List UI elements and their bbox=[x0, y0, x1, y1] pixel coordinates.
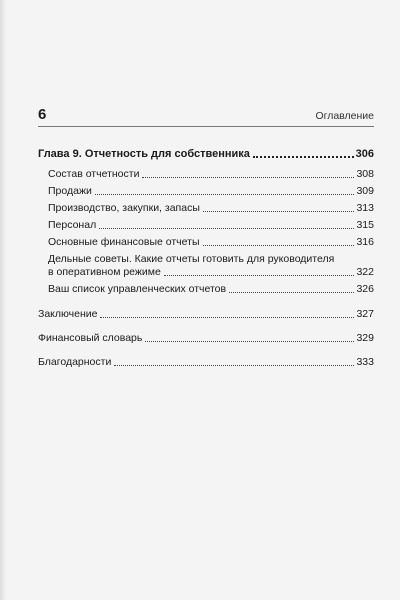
toc-chapter-title: Глава 9. Отчетность для собственника bbox=[38, 148, 250, 160]
leader-dots bbox=[253, 156, 354, 158]
leader-dots bbox=[203, 211, 355, 212]
toc-section-page: 322 bbox=[356, 266, 374, 278]
toc-section bbox=[38, 168, 374, 185]
leader-dots bbox=[142, 177, 354, 178]
page-number: 6 bbox=[38, 106, 47, 123]
toc-section bbox=[38, 236, 374, 253]
toc-section bbox=[38, 202, 374, 219]
toc-section-page: 316 bbox=[356, 236, 374, 248]
toc-section-page: 313 bbox=[356, 202, 374, 214]
spacer bbox=[38, 300, 374, 308]
toc-chapter-page: 306 bbox=[355, 148, 374, 160]
toc-chapter-9 bbox=[38, 148, 374, 168]
toc-section-title: Персонал bbox=[48, 219, 97, 231]
toc-back-matter-page: 327 bbox=[356, 308, 374, 320]
toc-back-matter-page: 329 bbox=[356, 332, 374, 344]
leader-dots bbox=[114, 365, 354, 366]
toc-section bbox=[38, 185, 374, 202]
leader-dots bbox=[99, 228, 354, 229]
toc-back-matter-title: Благодарности bbox=[38, 356, 112, 368]
toc-section-page: 326 bbox=[356, 283, 374, 295]
toc-section-title-line1: Дельные советы. Какие отчеты готовить для руководителя bbox=[48, 253, 335, 265]
toc-section bbox=[38, 283, 374, 300]
toc-back-matter-title: Финансовый словарь bbox=[38, 332, 143, 344]
toc-back-matter-page: 333 bbox=[356, 356, 374, 368]
toc-back-matter-item bbox=[38, 308, 374, 332]
toc-back-matter-title: Заключение bbox=[38, 308, 98, 320]
toc-section bbox=[38, 253, 374, 283]
leader-dots bbox=[95, 194, 355, 195]
page-header bbox=[38, 106, 374, 124]
toc-section-page: 308 bbox=[356, 168, 374, 180]
toc-section-page: 309 bbox=[356, 185, 374, 197]
leader-dots bbox=[164, 275, 355, 276]
toc-section-title: Ваш список управленческих отчетов bbox=[48, 283, 227, 295]
toc-section-title: Продажи bbox=[48, 185, 92, 197]
page-edge-shadow bbox=[0, 0, 6, 600]
leader-dots bbox=[145, 341, 354, 342]
leader-dots bbox=[229, 292, 354, 293]
toc-section-title-line2: в оперативном режиме bbox=[48, 266, 161, 278]
toc-section-title: Состав отчетности bbox=[48, 168, 140, 180]
toc-section-page: 315 bbox=[356, 219, 374, 231]
toc-section bbox=[38, 219, 374, 236]
running-head: Оглавление bbox=[315, 110, 374, 122]
table-of-contents bbox=[38, 148, 374, 380]
toc-back-matter-item bbox=[38, 356, 374, 380]
header-rule bbox=[38, 126, 374, 127]
leader-dots bbox=[203, 245, 355, 246]
leader-dots bbox=[100, 317, 354, 318]
toc-section-title: Основные финансовые отчеты bbox=[48, 236, 200, 248]
toc-section-title: Производство, закупки, запасы bbox=[48, 202, 200, 214]
toc-back-matter-item bbox=[38, 332, 374, 356]
